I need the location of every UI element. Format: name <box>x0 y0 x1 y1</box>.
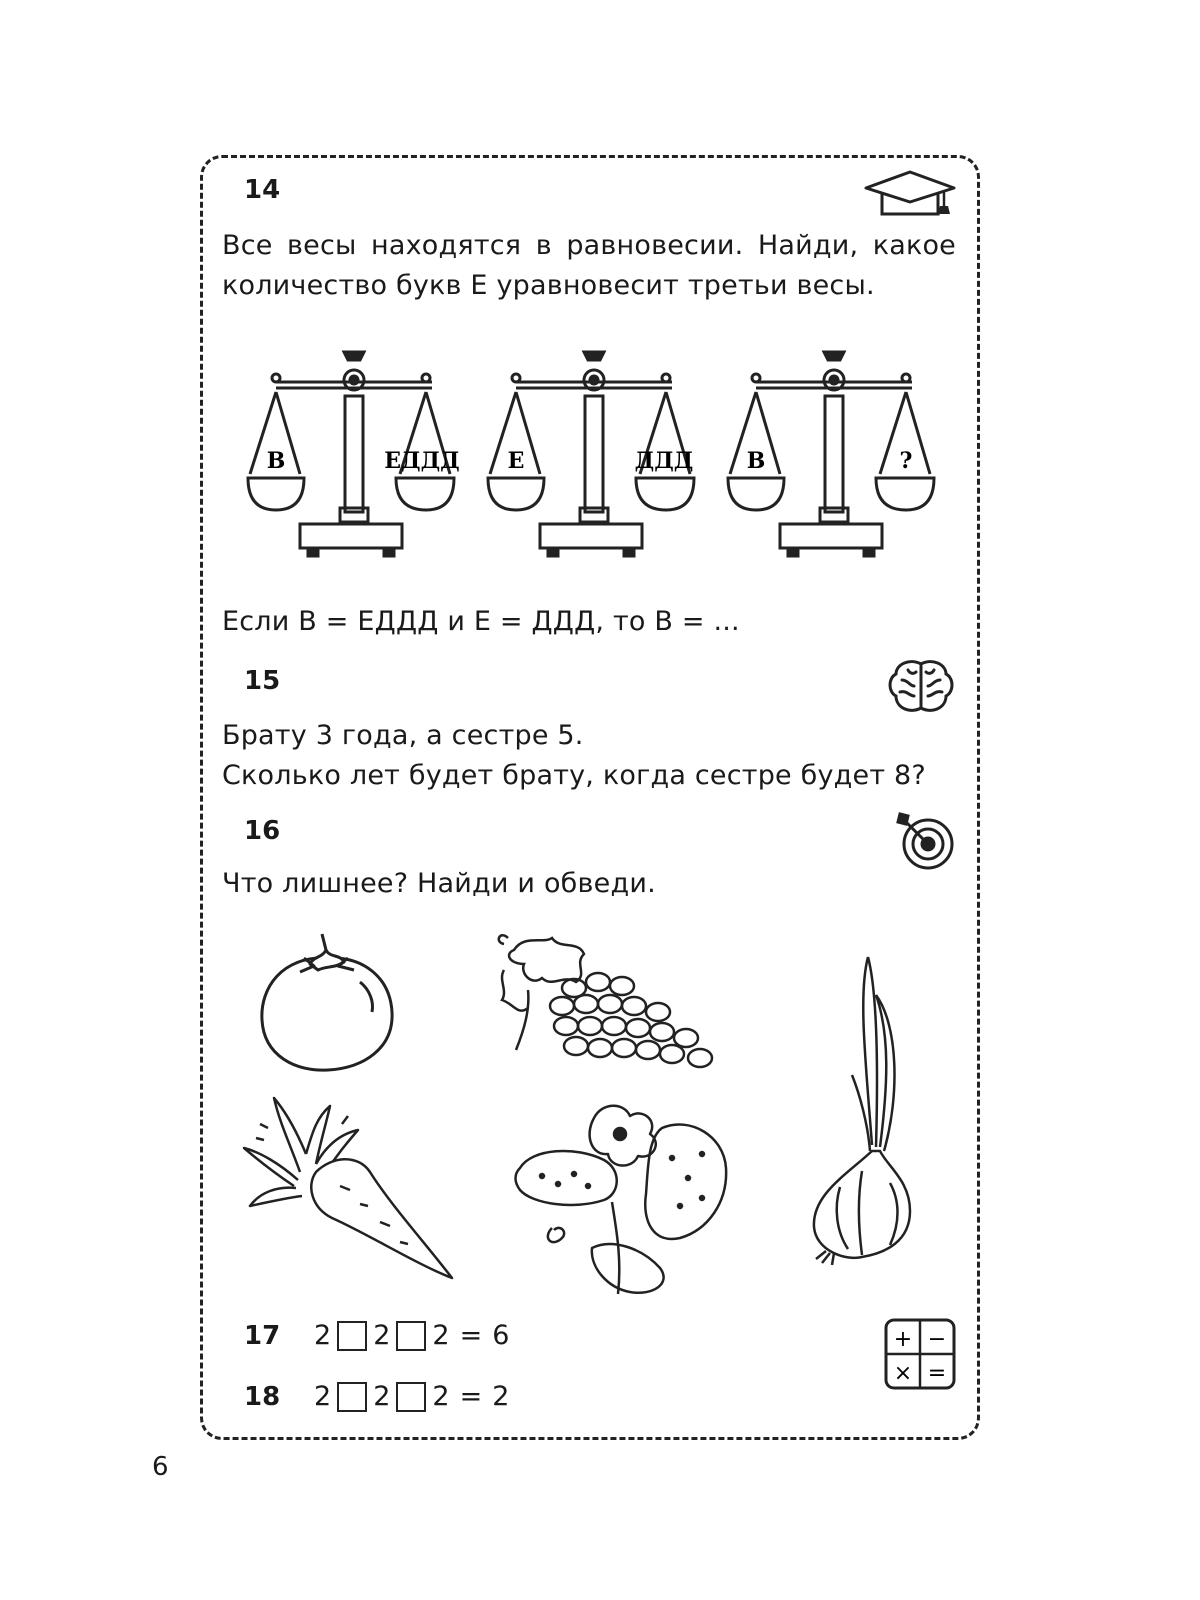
task18-result: 2 <box>492 1381 510 1412</box>
task18-operand-b: 2 <box>373 1381 391 1412</box>
graduation-cap-icon <box>862 170 958 220</box>
task17-equation <box>314 1320 509 1351</box>
task17-operand-c: 2 <box>432 1320 450 1351</box>
svg-text:−: − <box>927 1327 947 1352</box>
task-number-15: 15 <box>244 666 281 696</box>
cucumbers-picture[interactable] <box>512 1098 742 1298</box>
scale-2-left: Е <box>507 448 525 474</box>
math-operations-icon <box>884 1318 956 1390</box>
scale-1-right: ЕДДД <box>384 448 460 474</box>
task17-operand-b: 2 <box>373 1320 391 1351</box>
task18-operator-box-2[interactable] <box>396 1382 426 1412</box>
task-number-16: 16 <box>244 816 281 846</box>
scale-3-right: ? <box>899 448 913 474</box>
task18-operand-a: 2 <box>314 1381 332 1412</box>
svg-text:+: + <box>893 1327 913 1352</box>
task18-equation <box>314 1381 509 1412</box>
svg-text:=: = <box>927 1361 947 1386</box>
task14-hint: Если В = ЕДДД и Е = ДДД, то В = ... <box>222 606 740 637</box>
task15-line2: Сколько лет будет брату, когда сестре будет 8? <box>222 760 926 791</box>
scale-2-right: ДДД <box>634 448 694 474</box>
svg-text:×: × <box>893 1361 913 1386</box>
scale-1-left: В <box>266 448 286 474</box>
task17-operator-box-1[interactable] <box>337 1321 367 1351</box>
page-number: 6 <box>152 1452 169 1482</box>
task16-text: Что лишнее? Найди и обведи. <box>222 868 656 899</box>
target-icon <box>894 810 956 872</box>
task15-line1: Брату 3 года, а сестре 5. <box>222 720 584 751</box>
task17-operator-box-2[interactable] <box>396 1321 426 1351</box>
task14-line1: Все весы находятся в равновесии. Найди, какое <box>222 230 956 261</box>
task18-operator-box-1[interactable] <box>337 1382 367 1412</box>
brain-icon <box>888 658 954 716</box>
task18-equals: = <box>459 1381 483 1412</box>
task-number-18: 18 <box>244 1382 281 1412</box>
scale-1 <box>242 352 472 562</box>
task18-operand-c: 2 <box>432 1381 450 1412</box>
tomato-picture[interactable] <box>252 928 402 1078</box>
task-number-14: 14 <box>244 175 281 205</box>
task14-line2: количество букв Е уравновесит третьи весы. <box>222 270 875 301</box>
task17-result: 6 <box>492 1320 510 1351</box>
scale-2 <box>482 352 712 562</box>
task17-equals: = <box>459 1320 483 1351</box>
scale-3-left: В <box>746 448 766 474</box>
onion-picture[interactable] <box>806 955 916 1265</box>
task-number-17: 17 <box>244 1321 281 1351</box>
grapes-picture[interactable] <box>494 930 724 1080</box>
scale-3 <box>722 352 952 562</box>
task17-operand-a: 2 <box>314 1320 332 1351</box>
carrot-picture[interactable] <box>240 1094 460 1284</box>
